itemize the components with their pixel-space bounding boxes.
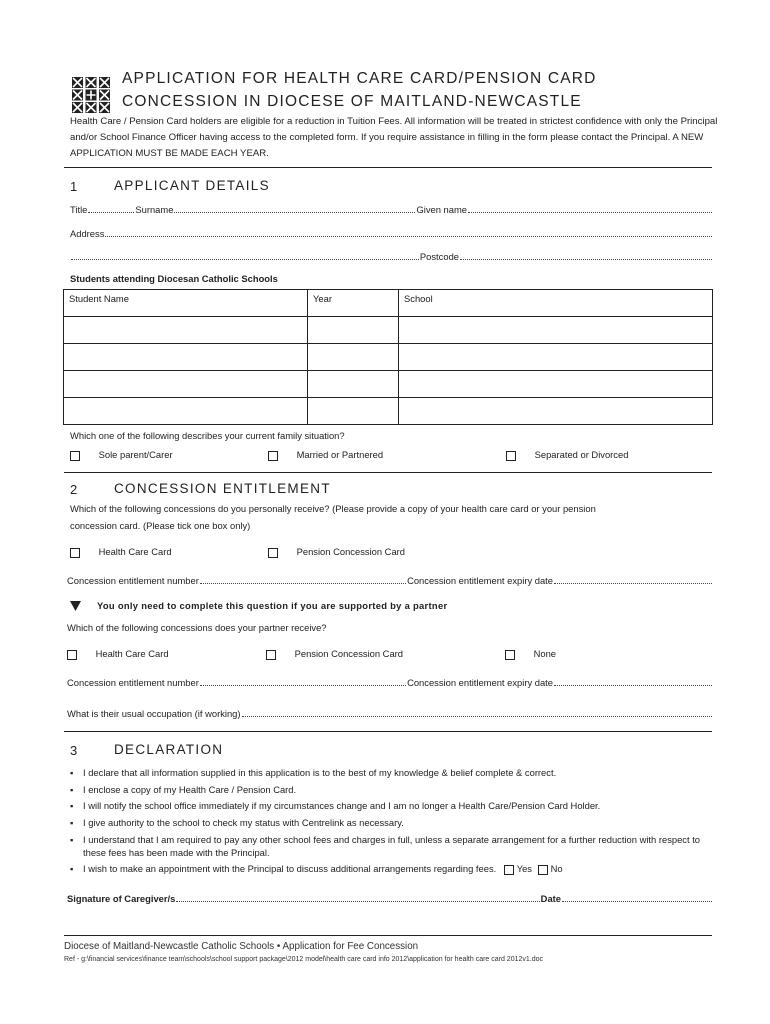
student-name-cell[interactable] — [64, 398, 308, 425]
table-row — [64, 371, 713, 398]
students-heading: Students attending Diocesan Catholic Schools — [70, 273, 278, 284]
option-separated — [506, 449, 628, 461]
table-row — [64, 317, 713, 344]
name-row — [70, 204, 713, 215]
list-item: ▪ I give authority to the school to check my status with Centrelink as necessary. — [70, 817, 404, 829]
students-table — [63, 289, 713, 425]
header-school: School — [399, 290, 713, 317]
pension-checkbox[interactable] — [268, 548, 278, 558]
student-name-cell[interactable] — [64, 344, 308, 371]
partner-none-label: None — [533, 648, 557, 659]
section1-heading: APPLICANT DETAILS — [114, 178, 270, 193]
signature-row — [67, 893, 713, 904]
option-sole-parent — [70, 449, 173, 461]
partner-concession-number-row — [67, 677, 713, 688]
address-row — [70, 228, 713, 239]
partner-option-health-care — [67, 648, 169, 660]
concession-number-field[interactable] — [200, 575, 406, 584]
section2-number: 2 — [70, 482, 78, 497]
section3-heading: DECLARATION — [114, 742, 224, 757]
partner-note — [70, 600, 447, 611]
divider — [64, 731, 712, 732]
surname-label: Surname — [135, 204, 174, 215]
address-field[interactable] — [105, 228, 712, 237]
list-item: ▪ I declare that all information supplied in this application is to the best of my knowledge & belief complete & correct. — [70, 767, 557, 778]
concession-question-line2: concession card. (Please tick one box only) — [70, 520, 251, 531]
postcode-label: Postcode — [419, 251, 459, 262]
intro-paragraph: Health Care / Pension Card holders are eligible for a reduction in Tuition Fees. All information will be treated in strictest confidence with only the Principal and/or School Finance Officer having access to the completed form. If you require assistance in filling in the form please contact the Principal. A NEW APPLICATION MUST BE MADE EACH YEAR. — [70, 116, 718, 159]
table-row — [64, 398, 713, 425]
partner-option-none — [505, 648, 556, 660]
signature-field[interactable] — [176, 893, 539, 902]
student-name-cell[interactable] — [64, 317, 308, 344]
footer-line: Diocese of Maitland-Newcastle Catholic Schools • Application for Fee Concession — [64, 941, 419, 952]
title-label: Title — [70, 204, 88, 215]
separated-checkbox[interactable] — [506, 451, 516, 461]
school-cell[interactable] — [399, 317, 713, 344]
given-name-label: Given name — [416, 204, 467, 215]
divider — [64, 167, 712, 168]
section3-number: 3 — [70, 743, 78, 758]
option-health-care — [70, 546, 172, 558]
divider — [64, 472, 712, 473]
declaration-list — [70, 766, 720, 879]
sole-parent-label: Sole parent/Carer — [98, 449, 173, 460]
appointment-yes — [504, 862, 532, 875]
option-married — [268, 449, 383, 461]
table-row — [64, 344, 713, 371]
declaration-text: I give authority to the school to check my status with Centrelink as necessary. — [83, 817, 404, 829]
health-care-checkbox[interactable] — [70, 548, 80, 558]
footer-ref: Ref - g:\financial services\finance team\schools\school support package\2012 model\health care card info 2012\application for health care card 2012v1.doc — [64, 956, 544, 963]
no-checkbox[interactable] — [538, 865, 548, 875]
partner-option-pension — [266, 648, 403, 660]
partner-none-checkbox[interactable] — [505, 650, 515, 660]
yes-checkbox[interactable] — [504, 865, 514, 875]
header-student-name: Student Name — [64, 290, 308, 317]
school-cell[interactable] — [399, 398, 713, 425]
form-title-line1: APPLICATION FOR HEALTH CARE CARD/PENSION CARD — [122, 70, 597, 87]
married-checkbox[interactable] — [268, 451, 278, 461]
surname-field[interactable] — [174, 204, 415, 213]
section2-heading: CONCESSION ENTITLEMENT — [114, 481, 331, 496]
list-item: ▪ I understand that I am required to pay any other school fees and charges in full, unless a separate arrangement for a further reduction with respect to these fees has been made with the Principal. — [70, 833, 720, 859]
year-cell[interactable] — [308, 344, 399, 371]
date-label: Date — [540, 893, 561, 904]
declaration-text: I will notify the school office immediately if my circumstances change and I am no longer a Health Care/Pension Card Holder. — [83, 800, 601, 812]
school-cell[interactable] — [399, 344, 713, 371]
declaration-text: I enclose a copy of my Health Care / Pension Card. — [83, 783, 297, 795]
declaration-text: I declare that all information supplied in this application is to the best of my knowledge & belief complete & correct. — [83, 767, 557, 778]
option-pension — [268, 546, 405, 558]
occupation-field[interactable] — [242, 708, 712, 717]
concession-number-label: Concession entitlement number — [67, 575, 199, 586]
occupation-row — [67, 708, 713, 719]
pension-label: Pension Concession Card — [296, 546, 406, 557]
down-triangle-icon — [70, 601, 81, 611]
partner-concession-expiry-field[interactable] — [554, 677, 712, 686]
signature-label: Signature of Caregiver/s — [67, 893, 176, 904]
section1-number: 1 — [70, 179, 78, 194]
given-name-field[interactable] — [468, 204, 712, 213]
partner-health-care-label: Health Care Card — [95, 648, 169, 659]
address-label: Address — [70, 228, 105, 239]
sole-parent-checkbox[interactable] — [70, 451, 80, 461]
year-cell[interactable] — [308, 371, 399, 398]
partner-note-text: You only need to complete this question if you are supported by a partner — [97, 600, 448, 611]
school-cell[interactable] — [399, 371, 713, 398]
family-question: Which one of the following describes your current family situation? — [70, 430, 345, 441]
list-item: ▪ I will notify the school office immediately if my circumstances change and I am no longer a Health Care/Pension Card Holder. — [70, 800, 601, 812]
appointment-no — [538, 862, 563, 875]
yes-label: Yes — [516, 863, 532, 875]
separated-label: Separated or Divorced — [534, 449, 629, 460]
concession-number-row — [67, 575, 713, 586]
married-label: Married or Partnered — [296, 449, 384, 460]
list-item: ▪ I wish to make an appointment with the Principal to discuss additional arrangements regarding fees. Yes No — [70, 863, 563, 875]
postcode-field[interactable] — [460, 251, 712, 260]
concession-question-line1: Which of the following concessions do you personally receive? (Please provide a copy of your health care card or your pension — [70, 503, 596, 514]
date-field[interactable] — [562, 893, 712, 902]
divider — [64, 935, 712, 936]
form-title-line2: CONCESSION IN DIOCESE OF MAITLAND-NEWCASTLE — [122, 93, 582, 110]
partner-concession-expiry-label: Concession entitlement expiry date — [407, 677, 553, 688]
no-label: No — [550, 863, 563, 875]
student-name-cell[interactable] — [64, 371, 308, 398]
year-cell[interactable] — [308, 317, 399, 344]
declaration-text: I understand that I am required to pay any other school fees and charges in full, unless a separate arrangement for a further reduction with respect to these fees has been made with the Principal. — [83, 833, 701, 858]
title-field[interactable] — [88, 204, 134, 213]
table-header-row — [64, 290, 713, 317]
concession-expiry-label: Concession entitlement expiry date — [407, 575, 553, 586]
partner-pension-label: Pension Concession Card — [294, 648, 404, 659]
concession-expiry-field[interactable] — [554, 575, 712, 584]
postcode-row — [70, 251, 713, 262]
occupation-label: What is their usual occupation (if working) — [67, 708, 241, 719]
year-cell[interactable] — [308, 398, 399, 425]
diocese-logo-icon — [71, 76, 111, 114]
partner-health-care-checkbox[interactable] — [67, 650, 77, 660]
partner-pension-checkbox[interactable] — [266, 650, 276, 660]
list-item: ▪ I enclose a copy of my Health Care / Pension Card. — [70, 783, 297, 795]
partner-concession-number-field[interactable] — [200, 677, 406, 686]
partner-concession-number-label: Concession entitlement number — [67, 677, 199, 688]
address-line2-field[interactable] — [71, 251, 419, 260]
health-care-label: Health Care Card — [98, 546, 172, 557]
header-year: Year — [308, 290, 399, 317]
partner-question: Which of the following concessions does your partner receive? — [67, 622, 327, 633]
declaration-text: I wish to make an appointment with the Principal to discuss additional arrangements regarding fees. — [83, 863, 497, 875]
